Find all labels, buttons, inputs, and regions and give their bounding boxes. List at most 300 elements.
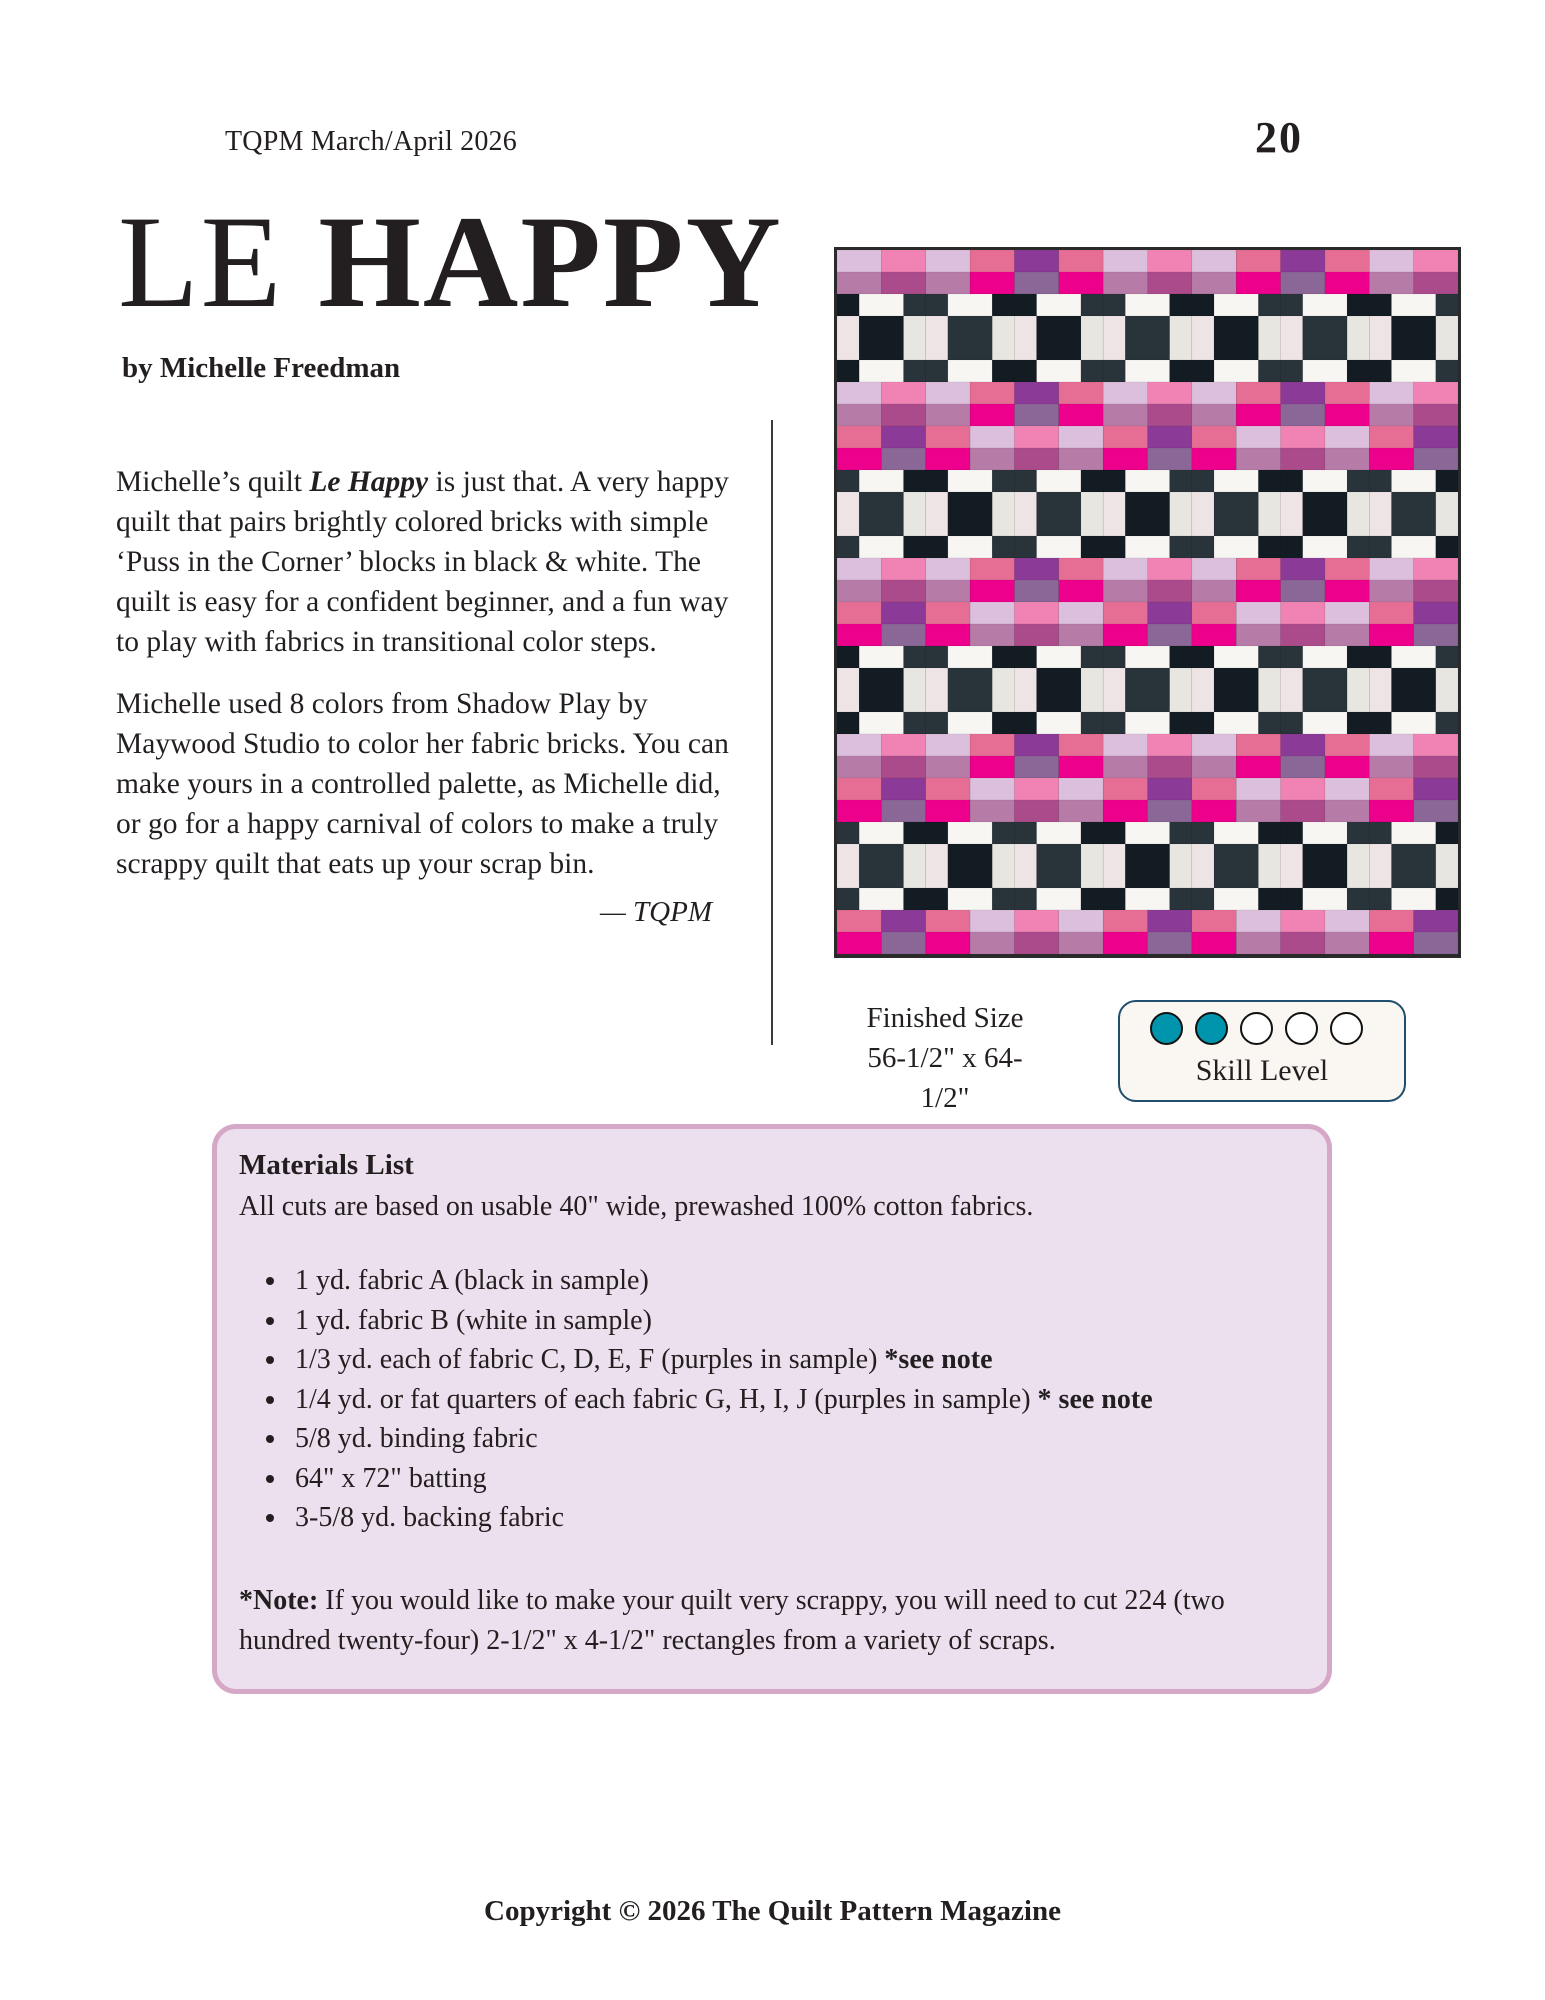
quilt-brick: [1414, 800, 1458, 822]
quilt-side-rect: [1125, 470, 1169, 492]
quilt-center-square: [1037, 844, 1081, 888]
quilt-side-rect: [1347, 492, 1369, 536]
quilt-corner-square: [1258, 646, 1280, 668]
quilt-center-square: [1037, 668, 1081, 712]
quilt-brick: [1281, 448, 1325, 470]
quilt-side-rect: [1214, 712, 1258, 734]
materials-heading: Materials List: [239, 1149, 414, 1181]
quilt-corner-square: [926, 822, 948, 844]
quilt-side-rect: [1081, 492, 1103, 536]
quilt-corner-square: [1436, 360, 1458, 382]
quilt-corner-square: [1170, 294, 1192, 316]
quilt-brick: [1192, 382, 1236, 404]
quilt-brick: [1192, 800, 1236, 822]
quilt-corner-square: [992, 536, 1014, 558]
quilt-brick: [837, 426, 881, 448]
quilt-brick: [1369, 448, 1413, 470]
quilt-corner-square: [1170, 888, 1192, 910]
quilt-corner-square: [1258, 822, 1280, 844]
quilt-corner-square: [1369, 294, 1391, 316]
quilt-brick: [1059, 448, 1103, 470]
quilt-side-rect: [1281, 492, 1303, 536]
quilt-corner-square: [1014, 360, 1036, 382]
quilt-side-rect: [1369, 668, 1391, 712]
quilt-center-square: [1303, 668, 1347, 712]
quilt-side-rect: [1170, 492, 1192, 536]
quilt-side-rect: [1258, 492, 1280, 536]
quilt-brick: [1103, 558, 1147, 580]
quilt-brick: [970, 932, 1014, 954]
quilt-corner-square: [992, 822, 1014, 844]
quilt-corner-square: [1192, 888, 1214, 910]
materials-note: [239, 1581, 1299, 1661]
quilt-brick: [1148, 624, 1192, 646]
quilt-corner-square: [1436, 646, 1458, 668]
quilt-corner-square: [1436, 294, 1458, 316]
quilt-side-rect: [1391, 646, 1435, 668]
quilt-side-rect: [904, 668, 926, 712]
quilt-center-square: [859, 844, 903, 888]
quilt-side-rect: [926, 316, 948, 360]
quilt-brick: [837, 558, 881, 580]
quilt-brick: [1192, 756, 1236, 778]
quilt-brick: [881, 558, 925, 580]
quilt-center-square: [948, 844, 992, 888]
quilt-corner-square: [1170, 536, 1192, 558]
quilt-side-rect: [1436, 668, 1458, 712]
quilt-brick: [1369, 580, 1413, 602]
quilt-side-rect: [859, 360, 903, 382]
quilt-side-rect: [1125, 888, 1169, 910]
quilt-brick: [970, 580, 1014, 602]
quilt-corner-square: [837, 646, 859, 668]
quilt-corner-square: [926, 360, 948, 382]
quilt-brick: [1414, 250, 1458, 272]
quilt-brick: [1236, 800, 1280, 822]
quilt-corner-square: [1014, 888, 1036, 910]
quilt-side-rect: [859, 822, 903, 844]
quilt-corner-square: [1369, 712, 1391, 734]
skill-level-rating: [1150, 1012, 1363, 1045]
quilt-side-rect: [1214, 470, 1258, 492]
quilt-brick: [926, 624, 970, 646]
quilt-brick: [1369, 404, 1413, 426]
quilt-brick: [1192, 404, 1236, 426]
quilt-corner-square: [1014, 822, 1036, 844]
quilt-brick: [1325, 800, 1369, 822]
quilt-side-rect: [1037, 294, 1081, 316]
quilt-center-square: [948, 492, 992, 536]
quilt-brick: [1414, 382, 1458, 404]
quilt-brick: [1059, 800, 1103, 822]
quilt-side-rect: [1170, 668, 1192, 712]
quilt-corner-square: [837, 360, 859, 382]
quilt-corner-square: [1103, 536, 1125, 558]
quilt-brick: [1281, 558, 1325, 580]
quilt-corner-square: [1081, 712, 1103, 734]
quilt-side-rect: [992, 316, 1014, 360]
quilt-brick: [1148, 800, 1192, 822]
quilt-brick: [926, 404, 970, 426]
quilt-brick: [837, 910, 881, 932]
quilt-brick: [1103, 580, 1147, 602]
quilt-brick: [881, 404, 925, 426]
quilt-side-rect: [859, 646, 903, 668]
quilt-corner-square: [1170, 646, 1192, 668]
quilt-brick: [1325, 624, 1369, 646]
quilt-side-rect: [1103, 844, 1125, 888]
quilt-center-square: [1125, 668, 1169, 712]
quilt-side-rect: [1436, 316, 1458, 360]
quilt-brick: [1236, 250, 1280, 272]
quilt-corner-square: [1103, 646, 1125, 668]
item-text: 64" x 72" batting: [295, 1462, 487, 1494]
quilt-brick: [1325, 448, 1369, 470]
quilt-side-rect: [1303, 712, 1347, 734]
quilt-brick: [1369, 734, 1413, 756]
quilt-brick: [1192, 448, 1236, 470]
quilt-side-rect: [1125, 822, 1169, 844]
quilt-brick: [1369, 558, 1413, 580]
quilt-corner-square: [1103, 470, 1125, 492]
quilt-brick: [1281, 580, 1325, 602]
materials-item: [289, 1459, 1153, 1499]
quilt-brick: [970, 426, 1014, 448]
quilt-corner-square: [992, 470, 1014, 492]
quilt-brick: [1059, 756, 1103, 778]
quilt-corner-square: [1192, 822, 1214, 844]
quilt-corner-square: [1281, 536, 1303, 558]
quilt-corner-square: [926, 888, 948, 910]
quilt-brick: [926, 778, 970, 800]
quilt-corner-square: [1436, 822, 1458, 844]
quilt-brick: [1014, 800, 1058, 822]
quilt-corner-square: [1369, 888, 1391, 910]
quilt-side-rect: [1037, 712, 1081, 734]
quilt-brick: [1014, 910, 1058, 932]
quilt-side-rect: [1214, 888, 1258, 910]
item-note: *see note: [884, 1344, 993, 1375]
quilt-brick: [1325, 910, 1369, 932]
quilt-brick: [1236, 426, 1280, 448]
quilt-side-rect: [1192, 316, 1214, 360]
intro-paragraph-2: Michelle used 8 colors from Shadow Play by Maywood Studio to color her fabric bricks. You can make yours in a controlled palette, as Michelle did, or go for a happy carnival of colors to make a truly scrappy quilt that eats up your scrap bin.: [116, 688, 729, 880]
quilt-brick: [1281, 624, 1325, 646]
quilt-corner-square: [1081, 294, 1103, 316]
quilt-brick: [1148, 932, 1192, 954]
quilt-brick: [970, 734, 1014, 756]
skill-dot-empty-icon: [1285, 1012, 1318, 1045]
quilt-brick: [926, 558, 970, 580]
materials-item: [289, 1261, 1153, 1301]
quilt-corner-square: [837, 470, 859, 492]
quilt-brick: [926, 756, 970, 778]
quilt-side-rect: [1037, 360, 1081, 382]
quilt-side-rect: [1214, 536, 1258, 558]
quilt-side-rect: [1369, 492, 1391, 536]
page-title: [118, 188, 783, 335]
quilt-side-rect: [1303, 536, 1347, 558]
quilt-corner-square: [1258, 294, 1280, 316]
quilt-brick: [1148, 778, 1192, 800]
quilt-side-rect: [1192, 844, 1214, 888]
quilt-brick: [1014, 426, 1058, 448]
quilt-brick: [970, 602, 1014, 624]
quilt-brick: [970, 558, 1014, 580]
quilt-brick: [1325, 404, 1369, 426]
quilt-corner-square: [1081, 470, 1103, 492]
quilt-brick: [1014, 558, 1058, 580]
quilt-side-rect: [1303, 470, 1347, 492]
quilt-brick: [1014, 580, 1058, 602]
quilt-brick: [1192, 734, 1236, 756]
quilt-center-square: [1391, 492, 1435, 536]
quilt-corner-square: [1436, 888, 1458, 910]
quilt-brick: [1236, 910, 1280, 932]
quilt-brick: [1369, 272, 1413, 294]
quilt-corner-square: [837, 712, 859, 734]
quilt-illustration: [837, 250, 1458, 955]
quilt-brick: [1103, 910, 1147, 932]
quilt-brick: [970, 778, 1014, 800]
quilt-brick: [926, 932, 970, 954]
quilt-side-rect: [948, 646, 992, 668]
quilt-brick: [1059, 558, 1103, 580]
quilt-corner-square: [1170, 822, 1192, 844]
quilt-center-square: [1303, 316, 1347, 360]
quilt-side-rect: [904, 316, 926, 360]
quilt-corner-square: [1281, 646, 1303, 668]
quilt-brick: [1236, 778, 1280, 800]
quilt-brick: [1414, 558, 1458, 580]
quilt-side-rect: [859, 712, 903, 734]
quilt-corner-square: [837, 888, 859, 910]
materials-item: [289, 1419, 1153, 1459]
quilt-side-rect: [1037, 888, 1081, 910]
quilt-side-rect: [1125, 294, 1169, 316]
quilt-brick: [926, 250, 970, 272]
quilt-side-rect: [859, 536, 903, 558]
quilt-corner-square: [904, 712, 926, 734]
quilt-brick: [970, 624, 1014, 646]
quilt-brick: [1014, 404, 1058, 426]
quilt-corner-square: [1081, 360, 1103, 382]
quilt-side-rect: [904, 492, 926, 536]
quilt-brick: [970, 448, 1014, 470]
quilt-brick: [1281, 756, 1325, 778]
quilt-brick: [1103, 382, 1147, 404]
quilt-corner-square: [904, 360, 926, 382]
item-text: 5/8 yd. binding fabric: [295, 1423, 538, 1454]
quilt-corner-square: [1347, 536, 1369, 558]
quilt-brick: [1236, 932, 1280, 954]
quilt-side-rect: [1281, 316, 1303, 360]
quilt-side-rect: [926, 844, 948, 888]
quilt-corner-square: [1014, 294, 1036, 316]
quilt-brick: [926, 448, 970, 470]
quilt-brick: [926, 272, 970, 294]
item-text: 1 yd. fabric B (white in sample): [295, 1304, 652, 1336]
quilt-corner-square: [1258, 712, 1280, 734]
quilt-corner-square: [1258, 470, 1280, 492]
quilt-brick: [926, 734, 970, 756]
quilt-brick: [1148, 448, 1192, 470]
quilt-brick: [1281, 272, 1325, 294]
title-bold: HAPPY: [318, 188, 783, 335]
quilt-brick: [1414, 734, 1458, 756]
quilt-brick: [1014, 382, 1058, 404]
quilt-brick: [881, 272, 925, 294]
quilt-corner-square: [1281, 470, 1303, 492]
quilt-brick: [881, 250, 925, 272]
quilt-corner-square: [904, 536, 926, 558]
quilt-center-square: [1037, 316, 1081, 360]
quilt-side-rect: [837, 316, 859, 360]
quilt-corner-square: [1436, 470, 1458, 492]
quilt-brick: [1059, 382, 1103, 404]
quilt-brick: [1192, 778, 1236, 800]
quilt-side-rect: [1037, 536, 1081, 558]
quilt-brick: [1325, 602, 1369, 624]
quilt-side-rect: [1391, 888, 1435, 910]
quilt-brick: [1236, 448, 1280, 470]
materials-item: [289, 1340, 1153, 1380]
quilt-brick: [837, 250, 881, 272]
quilt-brick: [1414, 272, 1458, 294]
quilt-brick: [1414, 602, 1458, 624]
quilt-brick: [1192, 910, 1236, 932]
quilt-side-rect: [1081, 316, 1103, 360]
quilt-corner-square: [1369, 536, 1391, 558]
quilt-brick: [1148, 734, 1192, 756]
quilt-side-rect: [1103, 492, 1125, 536]
quilt-brick: [1059, 932, 1103, 954]
quilt-brick: [881, 382, 925, 404]
quilt-side-rect: [837, 844, 859, 888]
quilt-side-rect: [1391, 712, 1435, 734]
quilt-brick: [881, 800, 925, 822]
quilt-brick: [881, 580, 925, 602]
quilt-brick: [1369, 250, 1413, 272]
quilt-brick: [881, 756, 925, 778]
quilt-side-rect: [1369, 316, 1391, 360]
quilt-side-rect: [859, 470, 903, 492]
quilt-brick: [926, 382, 970, 404]
skill-dot-empty-icon: [1240, 1012, 1273, 1045]
quilt-brick: [1236, 580, 1280, 602]
quilt-brick: [837, 800, 881, 822]
quilt-side-rect: [1214, 360, 1258, 382]
quilt-side-rect: [1303, 888, 1347, 910]
quilt-brick: [926, 800, 970, 822]
quilt-brick: [881, 448, 925, 470]
skill-dot-filled-icon: [1195, 1012, 1228, 1045]
quilt-brick: [1103, 756, 1147, 778]
title-light: LE: [118, 188, 284, 335]
quilt-brick: [926, 602, 970, 624]
quilt-brick: [837, 448, 881, 470]
quilt-corner-square: [1347, 712, 1369, 734]
quilt-corner-square: [1014, 712, 1036, 734]
quilt-brick: [1325, 932, 1369, 954]
quilt-corner-square: [1192, 646, 1214, 668]
quilt-side-rect: [1347, 668, 1369, 712]
quilt-brick: [1103, 602, 1147, 624]
quilt-side-rect: [837, 668, 859, 712]
quilt-brick: [881, 932, 925, 954]
quilt-corner-square: [1192, 536, 1214, 558]
quilt-brick: [1192, 580, 1236, 602]
item-text: 1/4 yd. or fat quarters of each fabric G, H, I, J (purples in sample): [295, 1383, 1038, 1415]
intro-text: [116, 462, 736, 906]
quilt-brick: [1281, 382, 1325, 404]
quilt-side-rect: [1170, 844, 1192, 888]
quilt-side-rect: [1170, 316, 1192, 360]
quilt-side-rect: [1014, 316, 1036, 360]
quilt-side-rect: [948, 470, 992, 492]
quilt-corner-square: [992, 360, 1014, 382]
quilt-brick: [970, 250, 1014, 272]
quilt-brick: [970, 272, 1014, 294]
quilt-side-rect: [1125, 712, 1169, 734]
quilt-side-rect: [1192, 668, 1214, 712]
quilt-corner-square: [904, 294, 926, 316]
quilt-center-square: [1303, 844, 1347, 888]
quilt-side-rect: [992, 668, 1014, 712]
quilt-brick: [1014, 250, 1058, 272]
quilt-corner-square: [1347, 646, 1369, 668]
quilt-brick: [1414, 448, 1458, 470]
quilt-photo: [834, 247, 1461, 958]
quilt-corner-square: [1281, 822, 1303, 844]
quilt-corner-square: [1192, 294, 1214, 316]
quilt-side-rect: [1391, 294, 1435, 316]
quilt-brick: [1103, 404, 1147, 426]
quilt-brick: [1236, 602, 1280, 624]
quilt-corner-square: [1103, 822, 1125, 844]
quilt-corner-square: [1281, 712, 1303, 734]
quilt-brick: [1325, 272, 1369, 294]
quilt-corner-square: [1281, 888, 1303, 910]
quilt-brick: [1325, 558, 1369, 580]
quilt-side-rect: [1258, 844, 1280, 888]
quilt-center-square: [1214, 844, 1258, 888]
quilt-corner-square: [1281, 294, 1303, 316]
quilt-brick: [881, 624, 925, 646]
quilt-side-rect: [1391, 360, 1435, 382]
quilt-brick: [837, 778, 881, 800]
quilt-brick: [837, 734, 881, 756]
quilt-side-rect: [1258, 316, 1280, 360]
quilt-brick: [1325, 778, 1369, 800]
quilt-brick: [1192, 426, 1236, 448]
quilt-corner-square: [926, 470, 948, 492]
quilt-side-rect: [948, 888, 992, 910]
finished-size-value: 56-1/2" x 64-1/2": [867, 1042, 1023, 1114]
quilt-brick: [837, 932, 881, 954]
quilt-side-rect: [1014, 668, 1036, 712]
quilt-brick: [1281, 734, 1325, 756]
quilt-corner-square: [1347, 360, 1369, 382]
quilt-corner-square: [1258, 888, 1280, 910]
quilt-brick: [1325, 382, 1369, 404]
note-text: If you would like to make your quilt very scrappy, you will need to cut 224 (two hundred twenty-four) 2-1/2" x 4-1/2" rectangles from a variety of scraps.: [239, 1585, 1225, 1656]
quilt-center-square: [948, 668, 992, 712]
quilt-brick: [926, 910, 970, 932]
quilt-corner-square: [1103, 294, 1125, 316]
quilt-brick: [1103, 778, 1147, 800]
quilt-corner-square: [992, 646, 1014, 668]
